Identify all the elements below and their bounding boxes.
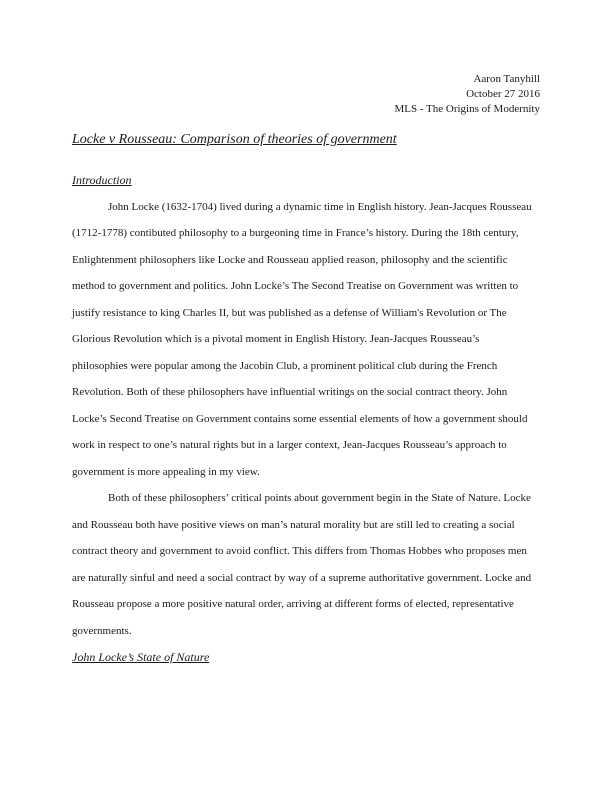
text-line: Rousseau propose a more positive natural order, arriving at different forms of elected, representative [72,598,514,610]
author-name: Aaron Tanyhill [473,73,540,85]
text-line: (1712-1778) contibuted philosophy to a burgeoning time in France’s history. During the 18th century, [72,227,519,239]
text-line: Glorious Revolution which is a pivotal moment in English History. Jean-Jacques Rousseau’s [72,333,480,345]
text-line: government is more appealing in my view. [72,465,260,478]
text-line: are naturally sinful and need a social contract by way of a supreme authoritative government. Locke and [72,571,532,584]
author-header [394,72,540,117]
text-line: Revolution. Both of these philosophers have influential writings on the social contract theory. John [72,386,508,398]
paragraph-introduction [72,194,542,486]
text-line: Both of these philosophers’ critical points about government begin in the State of Nature. Locke [108,492,531,504]
course-name: MLS - The Origins of Modernity [394,103,540,115]
text-line: method to government and politics. John Locke’s The Second Treatise on Government was written to [72,280,519,292]
section-heading-locke-state-of-nature: John Locke’s State of Nature [72,650,210,664]
text-line: governments. [72,624,132,637]
paragraph-state-of-nature [72,485,542,644]
document-title: Locke v Rousseau: Comparison of theories of government [72,132,397,147]
text-line: Locke’s Second Treatise on Government contains some essential elements of how a government should [72,412,528,425]
text-line: philosophies were popular among the Jacobin Club, a prominent political club during the French [72,359,498,372]
text-line: Enlightenment philosophers like Locke and Rousseau applied reason, philosophy and the scientific [72,253,508,266]
text-line: contract theory and government to avoid conflict. This differs from Thomas Hobbes who proposes men [72,545,527,557]
text-line: and Rousseau both have positive views on man’s natural morality but are still led to creating a social [72,518,515,531]
section-heading-introduction: Introduction [72,173,132,187]
text-line: justify resistance to king Charles II, but was published as a defense of William's Revolution or The [72,306,507,319]
text-line: work in respect to one’s natural rights but in a larger context, Jean-Jacques Rousseau’s approach to [72,439,507,451]
document-body [72,167,542,671]
document-date: October 27 2016 [466,88,540,100]
text-line: John Locke (1632-1704) lived during a dynamic time in English history. Jean-Jacques Rousseau [108,200,532,213]
